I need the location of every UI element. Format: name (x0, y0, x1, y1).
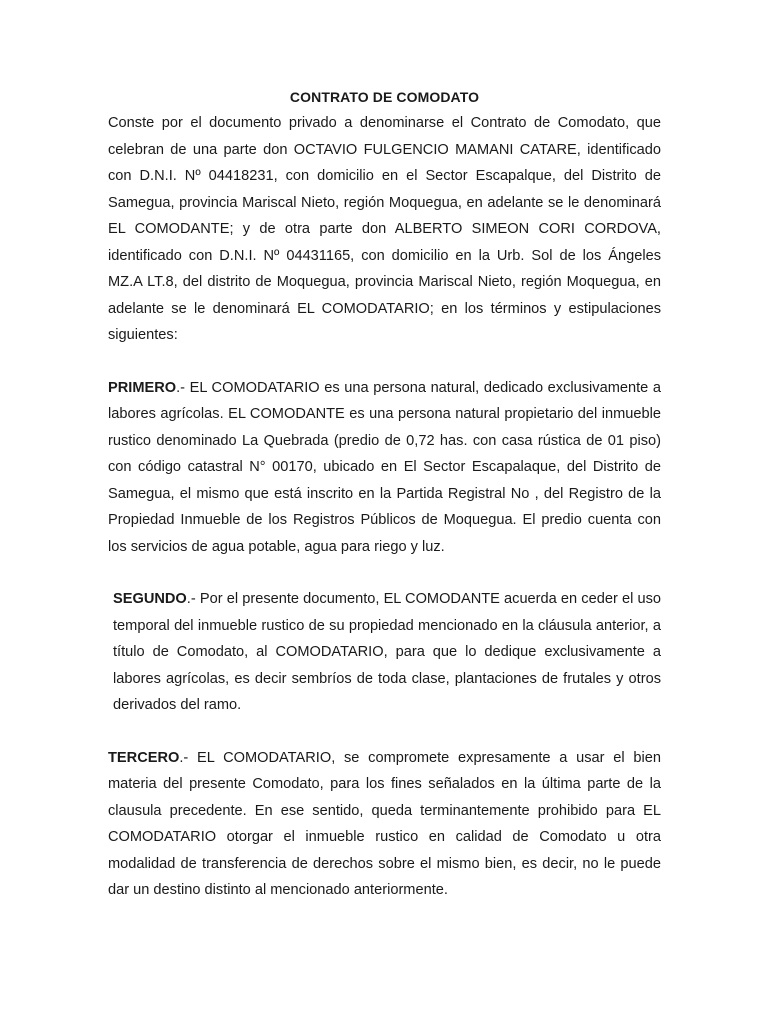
clause-primero (108, 375, 661, 561)
clause-segundo (108, 586, 661, 719)
clause-text: EL COMODATARIO es una persona natural, dedicado exclusivamente a labores agrícolas. EL COMODANTE es una persona natural propietario del inmueble rustico denominado La Quebrada (predio de 0,72 has. con casa rústica de 01 piso) con código catastral N° 00170, ubicado en El Sector Escapalaque, del Distrito de Samegua, el mismo que está inscrito en la Partida Registral No , del Registro de la Propiedad Inmueble de los Registros Públicos de Moquegua. El predio cuenta con los servicios de agua potable, agua para riego y luz. (108, 379, 661, 555)
clause-heading: SEGUNDO (113, 591, 187, 607)
clause-tercero (108, 745, 661, 904)
document-title: CONTRATO DE COMODATO (289, 89, 480, 105)
clause-heading: TERCERO (108, 749, 180, 766)
clause-separator: .- (186, 591, 200, 607)
clause-text: Por el presente documento, EL COMODANTE acuerda en ceder el uso temporal del inmueble rustico de su propiedad mencionado en la cláusula anterior, a título de Comodato, al COMODATARIO, para que lo dedique exclusivamente a labores agrícolas, es decir sembríos de toda clase, plantaciones de frutales y otros derivados del ramo. (113, 591, 661, 713)
document-page (108, 84, 661, 904)
clause-separator: .- (176, 379, 190, 396)
clause-heading: PRIMERO (108, 379, 177, 396)
clause-text: EL COMODATARIO, se compromete expresamente a usar el bien materia del presente Comodato, para los fines señalados en la última parte de la clausula precedente. En ese sentido, queda terminantemente prohibido para EL COMODATARIO otorgar el inmueble rustico en calidad de Comodato u otra modalidad de transferencia de derechos sobre el mismo bien, es decir, no le puede dar un destino distinto al mencionado anteriormente. (108, 749, 661, 898)
clause-separator: .- (179, 749, 198, 766)
intro-paragraph: Conste por el documento privado a denominarse el Contrato de Comodato, que celebran de una parte don OCTAVIO FULGENCIO MAMANI CATARE, identificado con D.N.I. Nº 04418231, con domicilio en el Sector Escapalque, del Distrito de Samegua, provincia Mariscal Nieto, región Moquegua, en adelante se le denominará EL COMODANTE; y de otra parte don ALBERTO SIMEON CORI CORDOVA, identificado con D.N.I. Nº 04431165, con domicilio en la Urb. Sol de los Ángeles MZ.A LT.8, del distrito de Moquegua, provincia Mariscal Nieto, región Moquegua, en adelante se le denominará EL COMODATARIO; en los términos y estipulaciones siguientes: (108, 115, 661, 343)
